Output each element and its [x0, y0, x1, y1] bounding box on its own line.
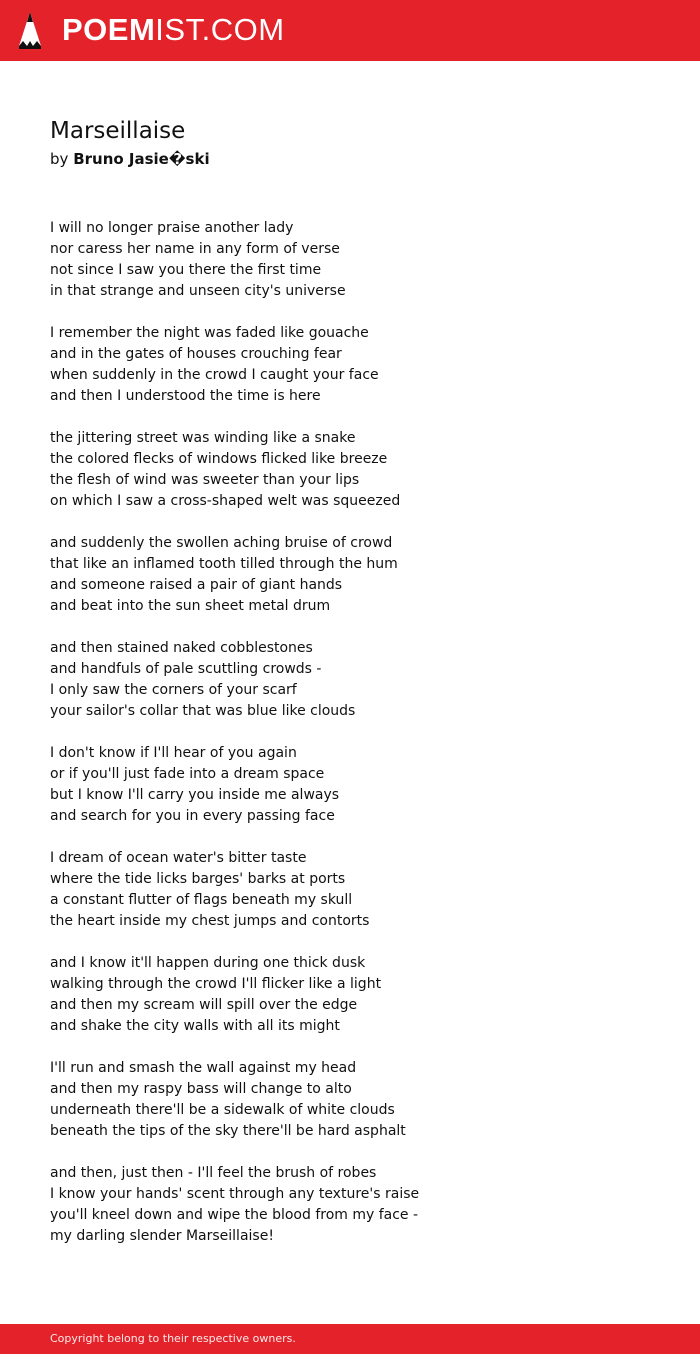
poem-line: or if you'll just fade into a dream space — [50, 766, 325, 782]
poem-line: and beat into the sun sheet metal drum — [50, 598, 331, 614]
poem-line: a constant flutter of flags beneath my skull — [50, 892, 353, 908]
by-label: by — [50, 150, 69, 168]
poem-line: the heart inside my chest jumps and contorts — [50, 913, 370, 929]
poem-stanza — [50, 953, 670, 1037]
poem-line: I know your hands' scent through any texture's raise — [50, 1186, 420, 1202]
site-logo[interactable] — [62, 13, 285, 47]
poem-line: on which I saw a cross-shaped welt was squeezed — [50, 493, 401, 509]
poem-line: and suddenly the swollen aching bruise of crowd — [50, 535, 393, 551]
poem-line: I remember the night was faded like gouache — [50, 325, 369, 341]
poem-body — [50, 218, 670, 1268]
pencil-icon[interactable] — [18, 10, 42, 50]
poem-line: and then stained naked cobblestones — [50, 640, 313, 656]
poem-byline — [50, 149, 210, 169]
poem-line: and handfuls of pale scuttling crowds - — [50, 661, 322, 677]
poem-line: the flesh of wind was sweeter than your lips — [50, 472, 360, 488]
poem-line: my darling slender Marseillaise! — [50, 1228, 274, 1244]
poem-stanza — [50, 218, 670, 302]
poem-stanza — [50, 743, 670, 827]
poem-line: I will no longer praise another lady — [50, 220, 294, 236]
poem-line: and then, just then - I'll feel the brush of robes — [50, 1165, 377, 1181]
poem-stanza — [50, 428, 670, 512]
poem-stanza — [50, 533, 670, 617]
poem-line: and someone raised a pair of giant hands — [50, 577, 343, 593]
poem-line: I'll run and smash the wall against my head — [50, 1060, 357, 1076]
poem-line: I only saw the corners of your scarf — [50, 682, 297, 698]
poem-line: in that strange and unseen city's universe — [50, 283, 346, 299]
site-footer — [0, 1324, 700, 1354]
logo-text-light: IST.COM — [155, 12, 285, 47]
author-name[interactable]: Bruno Jasie�ski — [73, 150, 210, 168]
logo-text-bold: POEM — [62, 12, 156, 47]
poem-line: and search for you in every passing face — [50, 808, 335, 824]
poem-line: and I know it'll happen during one thick dusk — [50, 955, 366, 971]
poem-line: and shake the city walls with all its might — [50, 1018, 340, 1034]
poem-stanza — [50, 1058, 670, 1142]
poem-line: and then I understood the time is here — [50, 388, 321, 404]
poem-title: Marseillaise — [50, 118, 186, 144]
poem-line: nor caress her name in any form of verse — [50, 241, 340, 257]
poem-line: and in the gates of houses crouching fear — [50, 346, 342, 362]
poem-line: the jittering street was winding like a snake — [50, 430, 356, 446]
poem-line: your sailor's collar that was blue like clouds — [50, 703, 356, 719]
poem-line: that like an inflamed tooth tilled through the hum — [50, 556, 398, 572]
site-header — [0, 0, 700, 61]
poem-line: but I know I'll carry you inside me always — [50, 787, 340, 803]
poem-line: walking through the crowd I'll flicker like a light — [50, 976, 382, 992]
poem-line: and then my scream will spill over the edge — [50, 997, 358, 1013]
poem-line: the colored flecks of windows flicked like breeze — [50, 451, 388, 467]
poem-line: I dream of ocean water's bitter taste — [50, 850, 307, 866]
poem-line: you'll kneel down and wipe the blood from my face - — [50, 1207, 419, 1223]
poem-line: when suddenly in the crowd I caught your face — [50, 367, 379, 383]
poem-stanza — [50, 848, 670, 932]
poem-stanza — [50, 638, 670, 722]
poem-line: and then my raspy bass will change to alto — [50, 1081, 352, 1097]
poem-line: beneath the tips of the sky there'll be hard asphalt — [50, 1123, 406, 1139]
copyright-text: Copyright belong to their respective owners. — [50, 1332, 296, 1345]
poem-line: underneath there'll be a sidewalk of white clouds — [50, 1102, 395, 1118]
poem-line: not since I saw you there the first time — [50, 262, 322, 278]
poem-line: I don't know if I'll hear of you again — [50, 745, 297, 761]
poem-stanza — [50, 1163, 670, 1247]
poem-stanza — [50, 323, 670, 407]
poem-line: where the tide licks barges' barks at ports — [50, 871, 346, 887]
